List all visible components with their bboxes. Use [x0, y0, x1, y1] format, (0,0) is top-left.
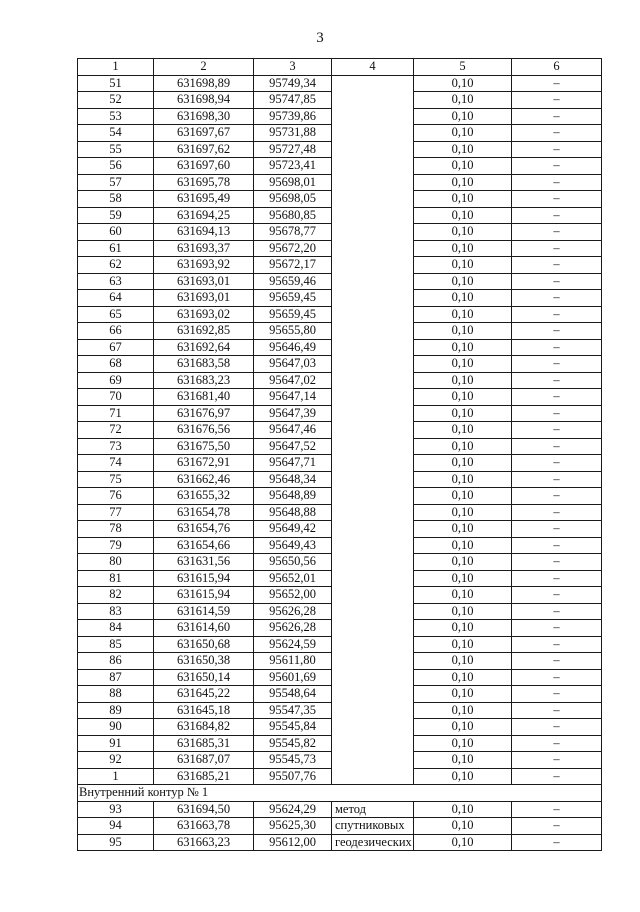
x-coordinate-cell: 631694,50 [154, 801, 254, 818]
point-number-cell: 77 [78, 504, 154, 521]
method-cell: метод [332, 801, 414, 818]
point-number-cell: 88 [78, 686, 154, 703]
x-coordinate-cell: 631614,59 [154, 603, 254, 620]
x-coordinate-cell: 631694,25 [154, 207, 254, 224]
point-number-cell: 95 [78, 834, 154, 851]
point-number-cell: 51 [78, 75, 154, 92]
point-number-cell: 1 [78, 768, 154, 785]
y-coordinate-cell: 95611,80 [254, 653, 332, 670]
y-coordinate-cell: 95647,52 [254, 438, 332, 455]
x-coordinate-cell: 631685,21 [154, 768, 254, 785]
x-coordinate-cell: 631645,18 [154, 702, 254, 719]
dash-cell: – [512, 603, 602, 620]
y-coordinate-cell: 95655,80 [254, 323, 332, 340]
accuracy-cell: 0,10 [414, 653, 512, 670]
y-coordinate-cell: 95647,46 [254, 422, 332, 439]
accuracy-cell: 0,10 [414, 603, 512, 620]
point-number-cell: 74 [78, 455, 154, 472]
y-coordinate-cell: 95626,28 [254, 620, 332, 637]
point-number-cell: 53 [78, 108, 154, 125]
point-number-cell: 72 [78, 422, 154, 439]
dash-cell: – [512, 323, 602, 340]
y-coordinate-cell: 95548,64 [254, 686, 332, 703]
point-number-cell: 78 [78, 521, 154, 538]
x-coordinate-cell: 631654,78 [154, 504, 254, 521]
column-header: 2 [154, 59, 254, 76]
column-header: 6 [512, 59, 602, 76]
table-row [78, 834, 602, 851]
dash-cell: – [512, 438, 602, 455]
y-coordinate-cell: 95647,71 [254, 455, 332, 472]
x-coordinate-cell: 631650,38 [154, 653, 254, 670]
accuracy-cell: 0,10 [414, 108, 512, 125]
x-coordinate-cell: 631698,89 [154, 75, 254, 92]
column-header: 3 [254, 59, 332, 76]
x-coordinate-cell: 631693,02 [154, 306, 254, 323]
y-coordinate-cell: 95647,14 [254, 389, 332, 406]
x-coordinate-cell: 631650,68 [154, 636, 254, 653]
x-coordinate-cell: 631645,22 [154, 686, 254, 703]
point-number-cell: 83 [78, 603, 154, 620]
dash-cell: – [512, 422, 602, 439]
accuracy-cell: 0,10 [414, 521, 512, 538]
point-number-cell: 91 [78, 735, 154, 752]
dash-cell: – [512, 752, 602, 769]
point-number-cell: 76 [78, 488, 154, 505]
y-coordinate-cell: 95680,85 [254, 207, 332, 224]
y-coordinate-cell: 95624,59 [254, 636, 332, 653]
accuracy-cell: 0,10 [414, 570, 512, 587]
y-coordinate-cell: 95648,34 [254, 471, 332, 488]
dash-cell: – [512, 75, 602, 92]
x-coordinate-cell: 631693,01 [154, 290, 254, 307]
y-coordinate-cell: 95723,41 [254, 158, 332, 175]
x-coordinate-cell: 631681,40 [154, 389, 254, 406]
section-row [78, 785, 602, 802]
accuracy-cell: 0,10 [414, 752, 512, 769]
accuracy-cell: 0,10 [414, 768, 512, 785]
point-number-cell: 57 [78, 174, 154, 191]
y-coordinate-cell: 95545,73 [254, 752, 332, 769]
point-number-cell: 73 [78, 438, 154, 455]
accuracy-cell: 0,10 [414, 801, 512, 818]
x-coordinate-cell: 631615,94 [154, 587, 254, 604]
y-coordinate-cell: 95739,86 [254, 108, 332, 125]
dash-cell: – [512, 669, 602, 686]
y-coordinate-cell: 95626,28 [254, 603, 332, 620]
dash-cell: – [512, 620, 602, 637]
y-coordinate-cell: 95678,77 [254, 224, 332, 241]
dash-cell: – [512, 240, 602, 257]
dash-cell: – [512, 570, 602, 587]
dash-cell: – [512, 702, 602, 719]
dash-cell: – [512, 92, 602, 109]
accuracy-cell: 0,10 [414, 405, 512, 422]
point-number-cell: 93 [78, 801, 154, 818]
x-coordinate-cell: 631662,46 [154, 471, 254, 488]
y-coordinate-cell: 95545,84 [254, 719, 332, 736]
y-coordinate-cell: 95749,34 [254, 75, 332, 92]
y-coordinate-cell: 95648,89 [254, 488, 332, 505]
dash-cell: – [512, 356, 602, 373]
dash-cell: – [512, 141, 602, 158]
dash-cell: – [512, 290, 602, 307]
x-coordinate-cell: 631676,97 [154, 405, 254, 422]
x-coordinate-cell: 631693,01 [154, 273, 254, 290]
x-coordinate-cell: 631663,78 [154, 818, 254, 835]
point-number-cell: 52 [78, 92, 154, 109]
dash-cell: – [512, 735, 602, 752]
y-coordinate-cell: 95747,85 [254, 92, 332, 109]
x-coordinate-cell: 631672,91 [154, 455, 254, 472]
accuracy-cell: 0,10 [414, 471, 512, 488]
point-number-cell: 87 [78, 669, 154, 686]
dash-cell: – [512, 372, 602, 389]
method-cell: спутниковых [332, 818, 414, 835]
table-row [78, 75, 602, 92]
dash-cell: – [512, 174, 602, 191]
accuracy-cell: 0,10 [414, 669, 512, 686]
y-coordinate-cell: 95672,20 [254, 240, 332, 257]
y-coordinate-cell: 95659,45 [254, 290, 332, 307]
accuracy-cell: 0,10 [414, 306, 512, 323]
accuracy-cell: 0,10 [414, 587, 512, 604]
dash-cell: – [512, 306, 602, 323]
point-number-cell: 85 [78, 636, 154, 653]
column-header: 4 [332, 59, 414, 76]
y-coordinate-cell: 95601,69 [254, 669, 332, 686]
dash-cell: – [512, 389, 602, 406]
x-coordinate-cell: 631694,13 [154, 224, 254, 241]
x-coordinate-cell: 631675,50 [154, 438, 254, 455]
x-coordinate-cell: 631650,14 [154, 669, 254, 686]
y-coordinate-cell: 95612,00 [254, 834, 332, 851]
y-coordinate-cell: 95650,56 [254, 554, 332, 571]
dash-cell: – [512, 405, 602, 422]
table-row [78, 818, 602, 835]
y-coordinate-cell: 95659,46 [254, 273, 332, 290]
accuracy-cell: 0,10 [414, 719, 512, 736]
point-number-cell: 63 [78, 273, 154, 290]
point-number-cell: 66 [78, 323, 154, 340]
dash-cell: – [512, 207, 602, 224]
accuracy-cell: 0,10 [414, 125, 512, 142]
dash-cell: – [512, 686, 602, 703]
x-coordinate-cell: 631615,94 [154, 570, 254, 587]
x-coordinate-cell: 631683,58 [154, 356, 254, 373]
y-coordinate-cell: 95652,01 [254, 570, 332, 587]
dash-cell: – [512, 834, 602, 851]
point-number-cell: 61 [78, 240, 154, 257]
accuracy-cell: 0,10 [414, 372, 512, 389]
y-coordinate-cell: 95647,03 [254, 356, 332, 373]
x-coordinate-cell: 631631,56 [154, 554, 254, 571]
x-coordinate-cell: 631698,94 [154, 92, 254, 109]
dash-cell: – [512, 636, 602, 653]
y-coordinate-cell: 95646,49 [254, 339, 332, 356]
accuracy-cell: 0,10 [414, 735, 512, 752]
accuracy-cell: 0,10 [414, 240, 512, 257]
point-number-cell: 67 [78, 339, 154, 356]
accuracy-cell: 0,10 [414, 207, 512, 224]
accuracy-cell: 0,10 [414, 75, 512, 92]
y-coordinate-cell: 95672,17 [254, 257, 332, 274]
accuracy-cell: 0,10 [414, 702, 512, 719]
y-coordinate-cell: 95727,48 [254, 141, 332, 158]
y-coordinate-cell: 95698,01 [254, 174, 332, 191]
point-number-cell: 62 [78, 257, 154, 274]
dash-cell: – [512, 455, 602, 472]
point-number-cell: 80 [78, 554, 154, 571]
point-number-cell: 60 [78, 224, 154, 241]
accuracy-cell: 0,10 [414, 323, 512, 340]
x-coordinate-cell: 631684,82 [154, 719, 254, 736]
dash-cell: – [512, 224, 602, 241]
method-cell: геодезических [332, 834, 414, 851]
x-coordinate-cell: 631697,60 [154, 158, 254, 175]
accuracy-cell: 0,10 [414, 273, 512, 290]
dash-cell: – [512, 191, 602, 208]
x-coordinate-cell: 631697,67 [154, 125, 254, 142]
y-coordinate-cell: 95547,35 [254, 702, 332, 719]
accuracy-cell: 0,10 [414, 339, 512, 356]
dash-cell: – [512, 339, 602, 356]
y-coordinate-cell: 95507,76 [254, 768, 332, 785]
x-coordinate-cell: 631693,37 [154, 240, 254, 257]
point-number-cell: 59 [78, 207, 154, 224]
y-coordinate-cell: 95649,43 [254, 537, 332, 554]
column-header: 1 [78, 59, 154, 76]
x-coordinate-cell: 631614,60 [154, 620, 254, 637]
page-number: 3 [316, 30, 324, 46]
accuracy-cell: 0,10 [414, 224, 512, 241]
table-row [78, 801, 602, 818]
accuracy-cell: 0,10 [414, 620, 512, 637]
point-number-cell: 64 [78, 290, 154, 307]
dash-cell: – [512, 504, 602, 521]
dash-cell: – [512, 108, 602, 125]
dash-cell: – [512, 818, 602, 835]
point-number-cell: 54 [78, 125, 154, 142]
x-coordinate-cell: 631685,31 [154, 735, 254, 752]
dash-cell: – [512, 653, 602, 670]
point-number-cell: 79 [78, 537, 154, 554]
y-coordinate-cell: 95659,45 [254, 306, 332, 323]
x-coordinate-cell: 631695,78 [154, 174, 254, 191]
dash-cell: – [512, 537, 602, 554]
dash-cell: – [512, 768, 602, 785]
point-number-cell: 81 [78, 570, 154, 587]
accuracy-cell: 0,10 [414, 141, 512, 158]
accuracy-cell: 0,10 [414, 92, 512, 109]
point-number-cell: 56 [78, 158, 154, 175]
x-coordinate-cell: 631698,30 [154, 108, 254, 125]
accuracy-cell: 0,10 [414, 834, 512, 851]
point-number-cell: 82 [78, 587, 154, 604]
method-cell-empty [332, 75, 414, 785]
dash-cell: – [512, 125, 602, 142]
header-row [78, 59, 602, 76]
x-coordinate-cell: 631687,07 [154, 752, 254, 769]
y-coordinate-cell: 95698,05 [254, 191, 332, 208]
x-coordinate-cell: 631654,76 [154, 521, 254, 538]
accuracy-cell: 0,10 [414, 488, 512, 505]
x-coordinate-cell: 631676,56 [154, 422, 254, 439]
y-coordinate-cell: 95731,88 [254, 125, 332, 142]
y-coordinate-cell: 95624,29 [254, 801, 332, 818]
x-coordinate-cell: 631697,62 [154, 141, 254, 158]
accuracy-cell: 0,10 [414, 257, 512, 274]
section-title: Внутренний контур № 1 [78, 785, 602, 802]
x-coordinate-cell: 631695,49 [154, 191, 254, 208]
y-coordinate-cell: 95647,02 [254, 372, 332, 389]
x-coordinate-cell: 631693,92 [154, 257, 254, 274]
y-coordinate-cell: 95649,42 [254, 521, 332, 538]
dash-cell: – [512, 158, 602, 175]
dash-cell: – [512, 273, 602, 290]
dash-cell: – [512, 554, 602, 571]
dash-cell: – [512, 521, 602, 538]
y-coordinate-cell: 95545,82 [254, 735, 332, 752]
accuracy-cell: 0,10 [414, 818, 512, 835]
point-number-cell: 58 [78, 191, 154, 208]
x-coordinate-cell: 631655,32 [154, 488, 254, 505]
dash-cell: – [512, 471, 602, 488]
x-coordinate-cell: 631692,64 [154, 339, 254, 356]
x-coordinate-cell: 631654,66 [154, 537, 254, 554]
point-number-cell: 65 [78, 306, 154, 323]
point-number-cell: 69 [78, 372, 154, 389]
point-number-cell: 92 [78, 752, 154, 769]
accuracy-cell: 0,10 [414, 504, 512, 521]
accuracy-cell: 0,10 [414, 636, 512, 653]
accuracy-cell: 0,10 [414, 174, 512, 191]
point-number-cell: 90 [78, 719, 154, 736]
accuracy-cell: 0,10 [414, 438, 512, 455]
point-number-cell: 70 [78, 389, 154, 406]
column-header: 5 [414, 59, 512, 76]
coordinates-table [77, 58, 602, 851]
accuracy-cell: 0,10 [414, 554, 512, 571]
accuracy-cell: 0,10 [414, 537, 512, 554]
point-number-cell: 84 [78, 620, 154, 637]
point-number-cell: 94 [78, 818, 154, 835]
dash-cell: – [512, 801, 602, 818]
accuracy-cell: 0,10 [414, 290, 512, 307]
dash-cell: – [512, 257, 602, 274]
accuracy-cell: 0,10 [414, 158, 512, 175]
point-number-cell: 89 [78, 702, 154, 719]
y-coordinate-cell: 95648,88 [254, 504, 332, 521]
y-coordinate-cell: 95647,39 [254, 405, 332, 422]
accuracy-cell: 0,10 [414, 422, 512, 439]
dash-cell: – [512, 719, 602, 736]
y-coordinate-cell: 95652,00 [254, 587, 332, 604]
point-number-cell: 75 [78, 471, 154, 488]
point-number-cell: 55 [78, 141, 154, 158]
x-coordinate-cell: 631692,85 [154, 323, 254, 340]
accuracy-cell: 0,10 [414, 455, 512, 472]
accuracy-cell: 0,10 [414, 191, 512, 208]
dash-cell: – [512, 587, 602, 604]
accuracy-cell: 0,10 [414, 356, 512, 373]
y-coordinate-cell: 95625,30 [254, 818, 332, 835]
point-number-cell: 71 [78, 405, 154, 422]
accuracy-cell: 0,10 [414, 389, 512, 406]
accuracy-cell: 0,10 [414, 686, 512, 703]
point-number-cell: 68 [78, 356, 154, 373]
x-coordinate-cell: 631663,23 [154, 834, 254, 851]
point-number-cell: 86 [78, 653, 154, 670]
dash-cell: – [512, 488, 602, 505]
x-coordinate-cell: 631683,23 [154, 372, 254, 389]
